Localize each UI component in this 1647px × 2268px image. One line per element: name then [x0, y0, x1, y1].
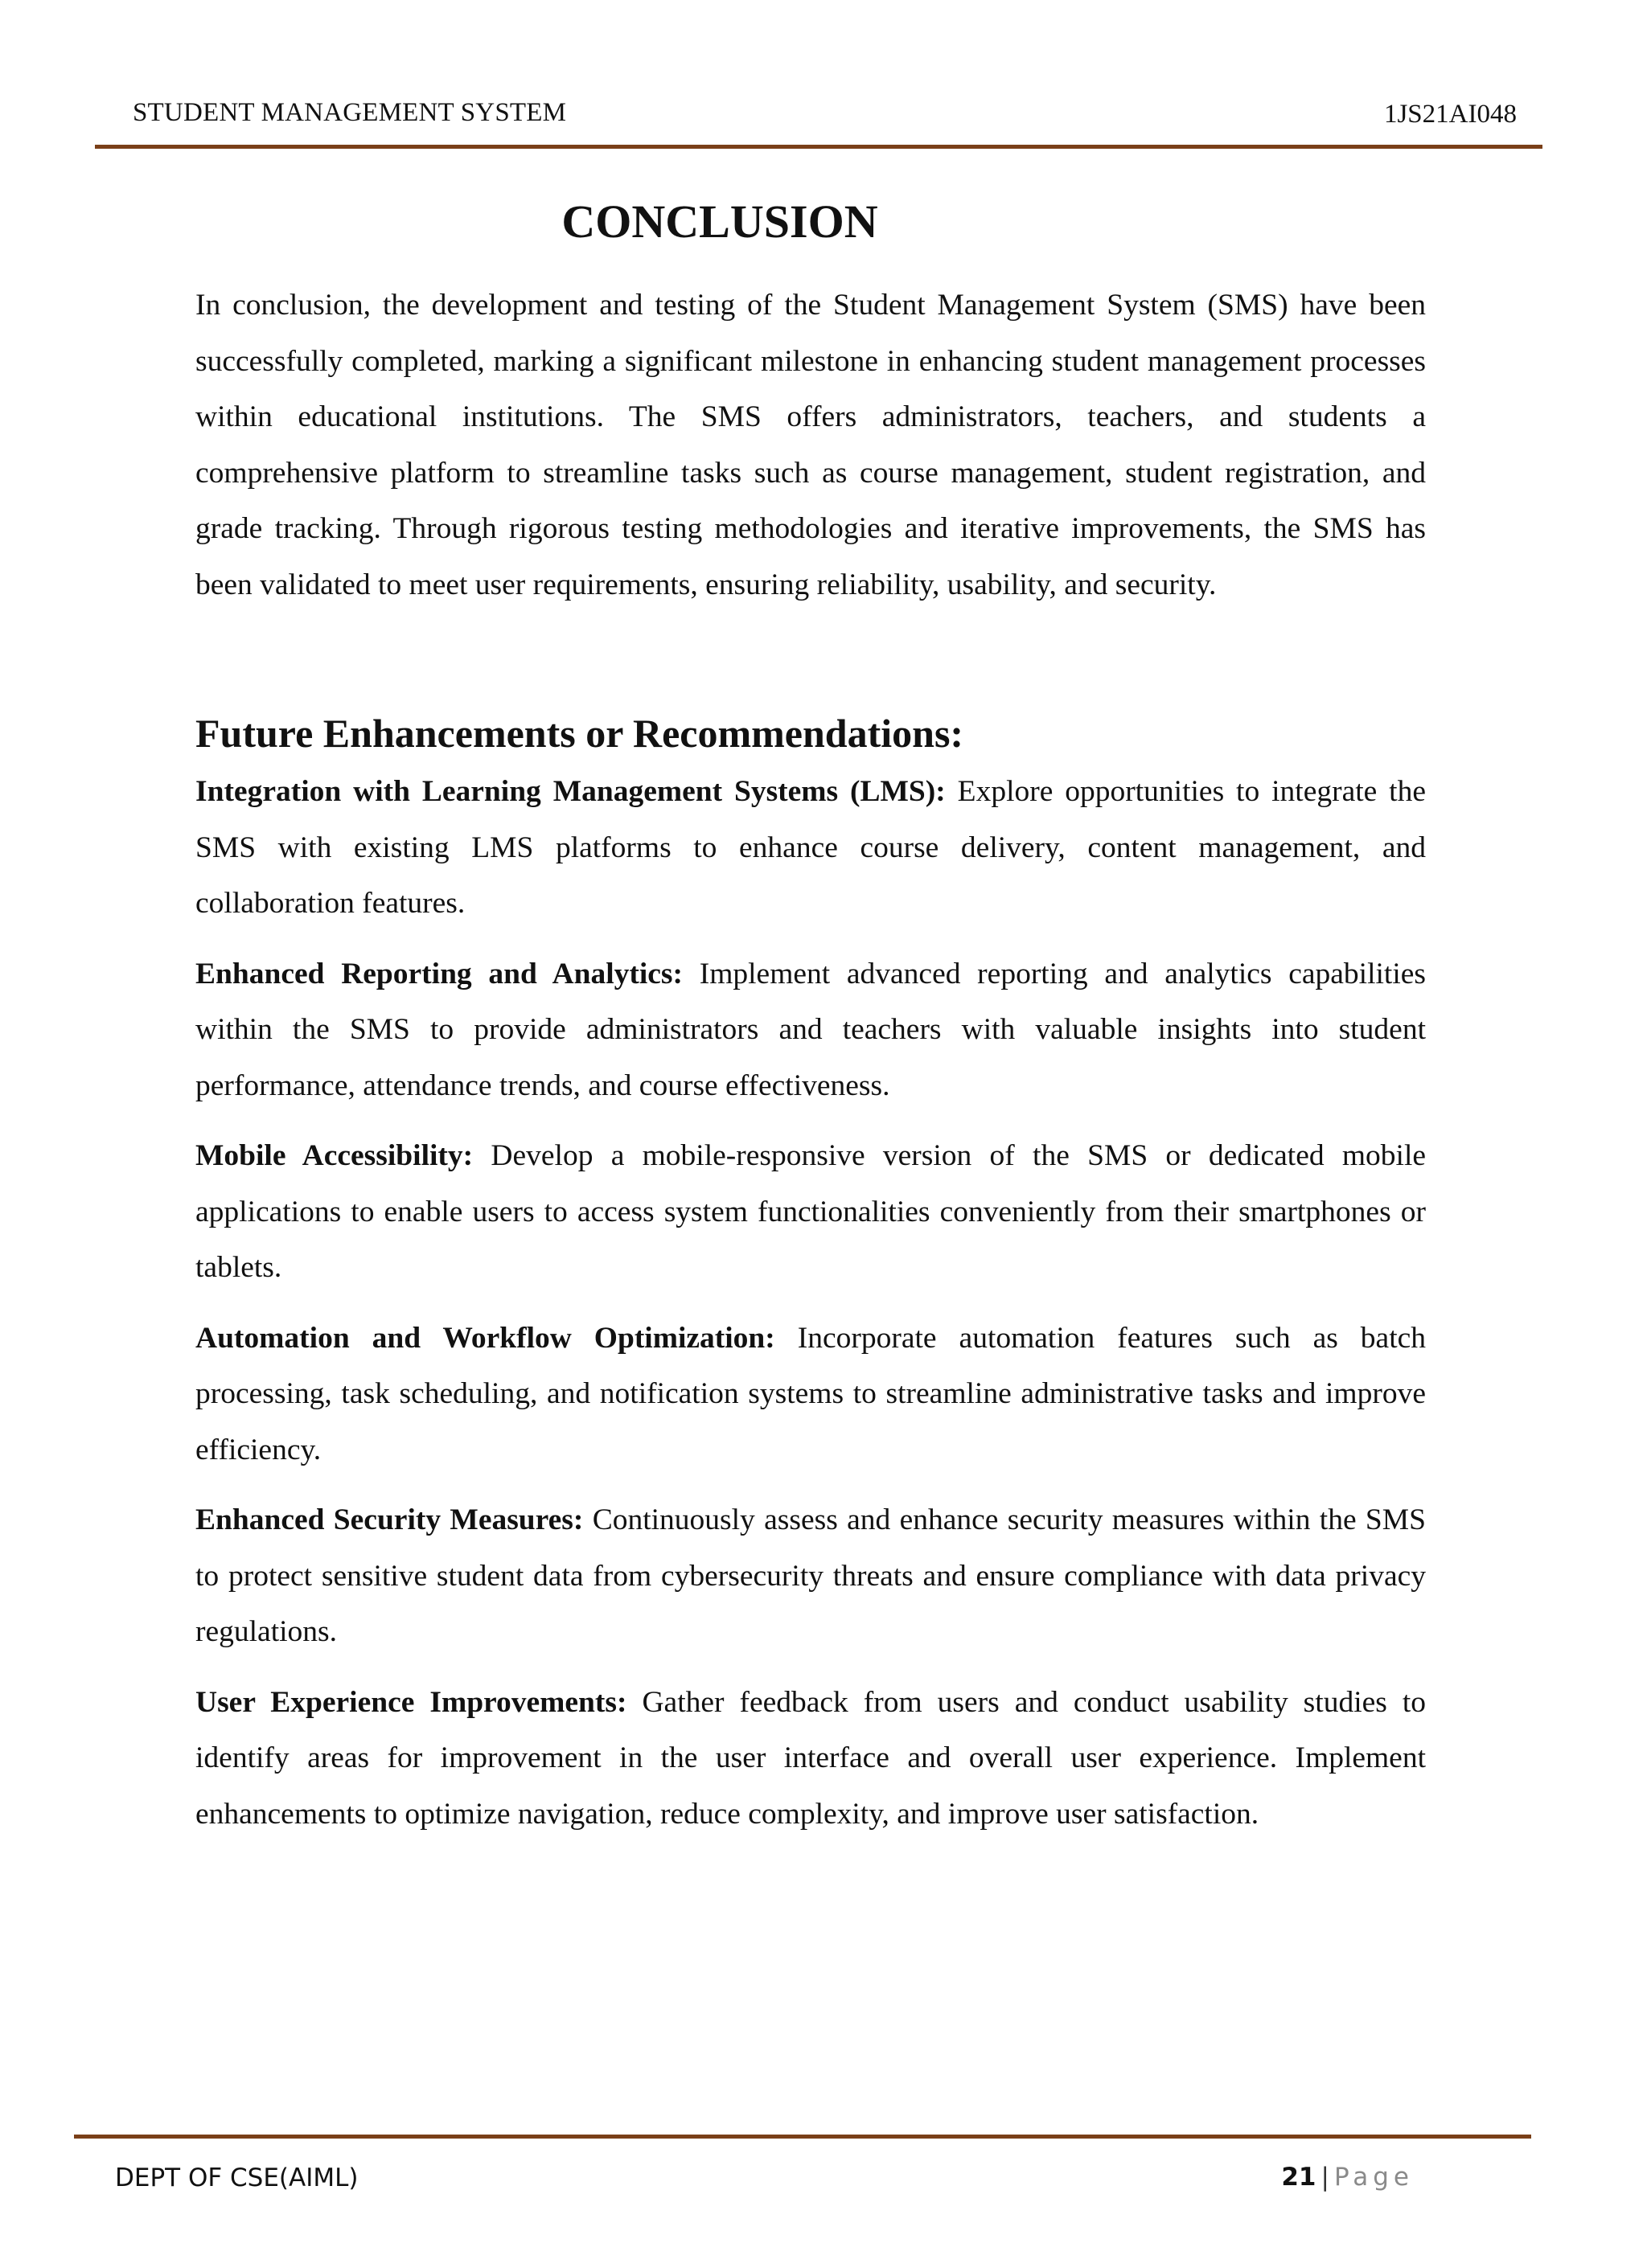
recommendation-term: Enhanced Reporting and Analytics:	[195, 957, 683, 990]
page-label: Page	[1333, 2163, 1414, 2192]
recommendation-item	[195, 764, 1426, 932]
conclusion-paragraph: In conclusion, the development and testing of the Student Management System (SMS) have been successfully completed, marking a significant milestone in enhancing student management processes within educational institutions. The SMS offers administrators, teachers, and students a comprehensive platform to streamline tasks such as course management, student registration, and grade tracking. Through rigorous testing methodologies and iterative improvements, the SMS has been validated to meet user requirements, ensuring reliability, usability, and security.	[195, 289, 1426, 601]
recommendation-item	[195, 1128, 1426, 1296]
header-title: STUDENT MANAGEMENT SYSTEM	[133, 98, 567, 127]
header-code: 1JS21AI048	[1383, 100, 1517, 129]
recommendation-term: Automation and Workflow Optimization:	[195, 1321, 775, 1355]
recommendation-item	[195, 1492, 1426, 1660]
recommendation-text: Explore opportunities to integrate the SMS with existing LMS platforms to enhance course delivery, content management, and collaboration features.	[195, 775, 1426, 920]
recommendation-term: User Experience Improvements:	[195, 1685, 627, 1719]
recommendation-item	[195, 1310, 1426, 1479]
recommendation-term: Mobile Accessibility:	[195, 1139, 474, 1172]
main-content	[195, 277, 1426, 1842]
page-title: CONCLUSION	[561, 195, 878, 248]
recommendation-item	[195, 1675, 1426, 1843]
header-divider	[95, 145, 1542, 149]
recommendation-term: Enhanced Security Measures:	[195, 1503, 584, 1536]
recommendation-text: Continuously assess and enhance security measures within the SMS to protect sensitive student data from cybersecurity threats and ensure compliance with data privacy regulations.	[195, 1503, 1426, 1648]
recommendation-text: Incorporate automation features such as batch processing, task scheduling, and notification systems to streamline administrative tasks and improve efficiency.	[195, 1321, 1427, 1466]
recommendation-text: Implement advanced reporting and analytics capabilities within the SMS to provide administrators and teachers with valuable insights into student performance, attendance trends, and course effectiveness.	[195, 957, 1426, 1102]
footer-department: DEPT OF CSE(AIML)	[115, 2163, 359, 2192]
recommendation-term: Integration with Learning Management Systems (LMS):	[195, 775, 946, 808]
page-separator: |	[1320, 2163, 1329, 2192]
footer-page-indicator	[1281, 2163, 1414, 2192]
recommendation-text: Gather feedback from users and conduct usability studies to identify areas for improvement in the user interface and overall user experience. Implement enhancements to optimize navigation, reduce complexity, and improve user satisfaction.	[195, 1685, 1426, 1831]
recommendation-text: Develop a mobile-responsive version of the SMS or dedicated mobile applications to enable users to access system functionalities conveniently from their smartphones or tablets.	[195, 1139, 1427, 1284]
future-enhancements-heading: Future Enhancements or Recommendations:	[195, 711, 964, 756]
page-number: 21	[1281, 2163, 1316, 2192]
footer-divider	[74, 2135, 1531, 2139]
recommendation-item	[195, 946, 1426, 1114]
